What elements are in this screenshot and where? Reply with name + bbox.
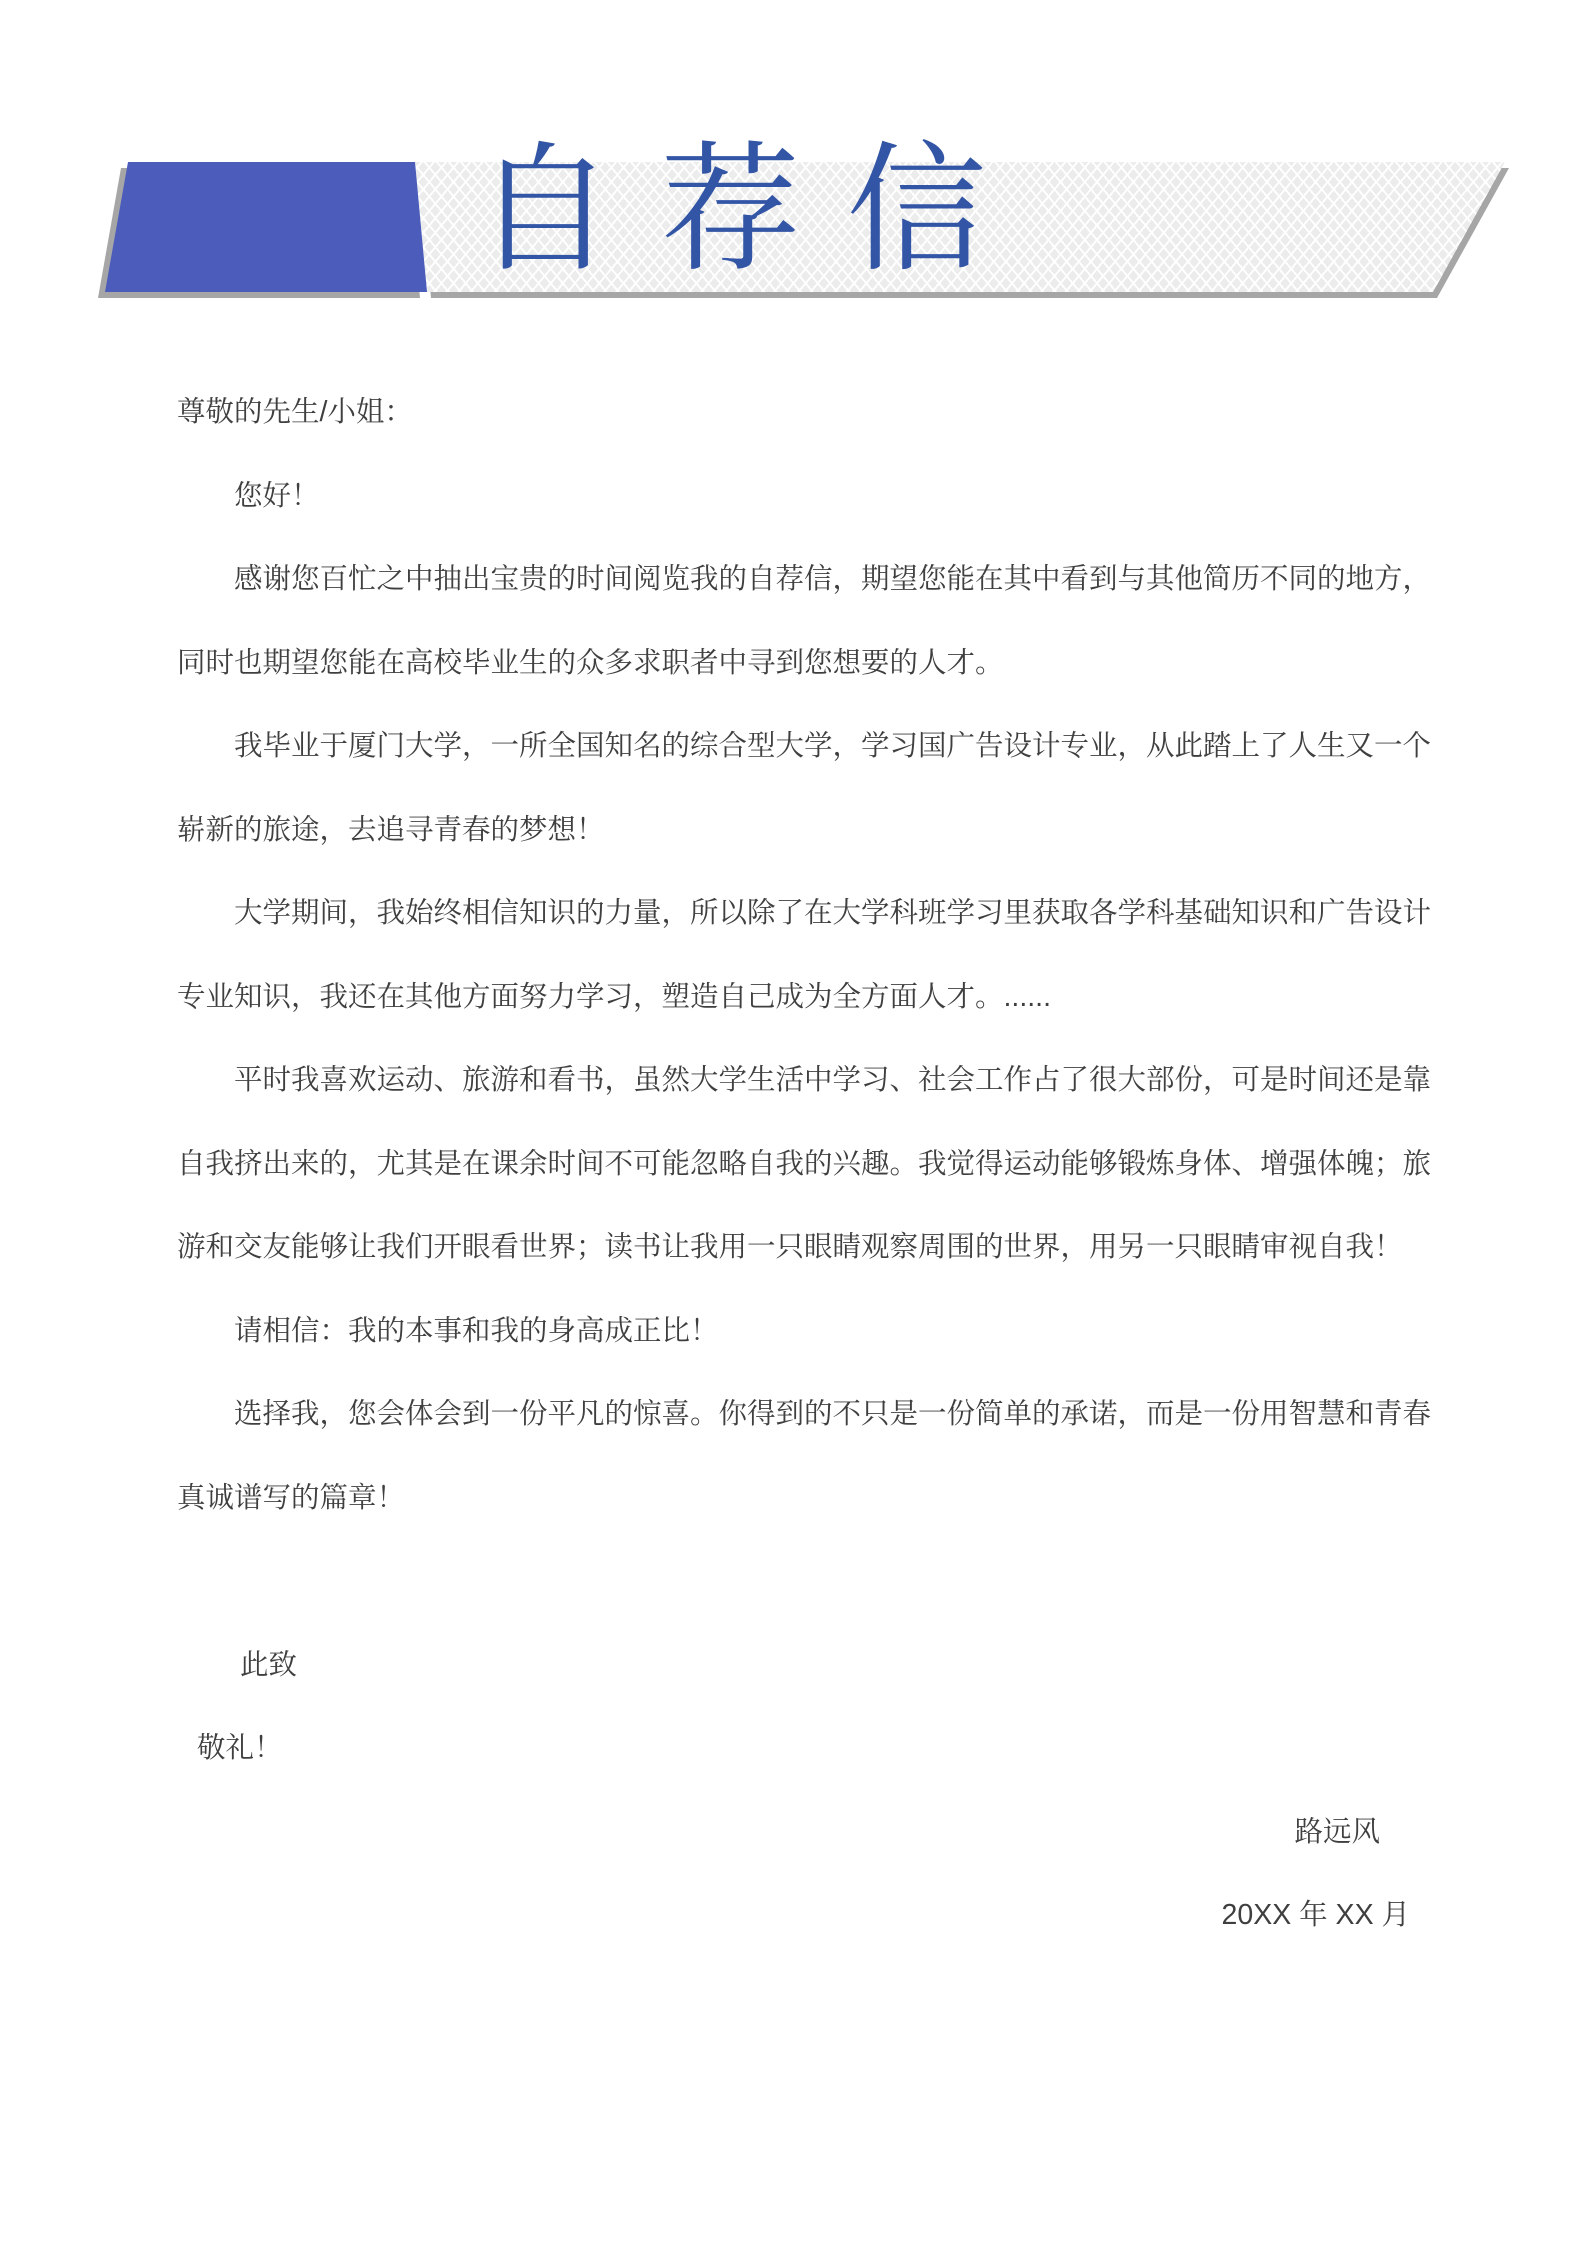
letter-line: 平时我喜欢运动、旅游和看书，虽然大学生活中学习、社会工作占了很大部份，可是时间还是靠 <box>234 1064 1432 1096</box>
closing-salute: 敬礼！ <box>197 1732 283 1764</box>
letter-line: 自我挤出来的，尤其是在课余时间不可能忽略自我的兴趣。我觉得运动能够锻炼身体、增强体魄；旅 <box>177 1147 1432 1180</box>
letter-line: 请相信：我的本事和我的身高成正比！ <box>234 1314 719 1347</box>
letter-line: 崭新的旅途，去追寻青春的梦想！ <box>177 813 605 846</box>
letter-line: 真诚谱写的篇章！ <box>177 1481 406 1514</box>
date-line: 20XX 年 XX 月 <box>1221 1899 1410 1931</box>
header-banner <box>0 0 1587 320</box>
greeting-line: 您好！ <box>234 479 320 512</box>
letter-line: 感谢您百忙之中抽出宝贵的时间阅览我的自荐信，期望您能在其中看到与其他简历不同的地方， <box>234 563 1432 595</box>
blank-line <box>177 1540 1410 1624</box>
letter-line: 专业知识，我还在其他方面努力学习，塑造自己成为全方面人才。...... <box>177 980 1052 1013</box>
letter-line: 同时也期望您能在高校毕业生的众多求职者中寻到您想要的人才。 <box>177 646 1004 679</box>
letter-line: 游和交友能够让我们开眼看世界；读书让我用一只眼睛观察周围的世界，用另一只眼睛审视自我！ <box>177 1231 1403 1263</box>
salutation-line: 尊敬的先生/小姐： <box>177 396 413 428</box>
page-title: 自荐信 <box>474 134 1033 289</box>
letter-body <box>177 371 1432 1958</box>
letter-line: 我毕业于厦门大学，一所全国知名的综合型大学，学习国广告设计专业，从此踏上了人生又一个 <box>234 730 1432 762</box>
closing-respect: 此致 <box>240 1648 298 1681</box>
letter-line: 选择我，您会体会到一份平凡的惊喜。你得到的不只是一份简单的承诺，而是一份用智慧和青春 <box>234 1398 1432 1430</box>
signature: 路远风 <box>1294 1815 1380 1848</box>
letter-line: 大学期间，我始终相信知识的力量，所以除了在大学科班学习里获取各学科基础知识和广告设计 <box>234 897 1432 929</box>
